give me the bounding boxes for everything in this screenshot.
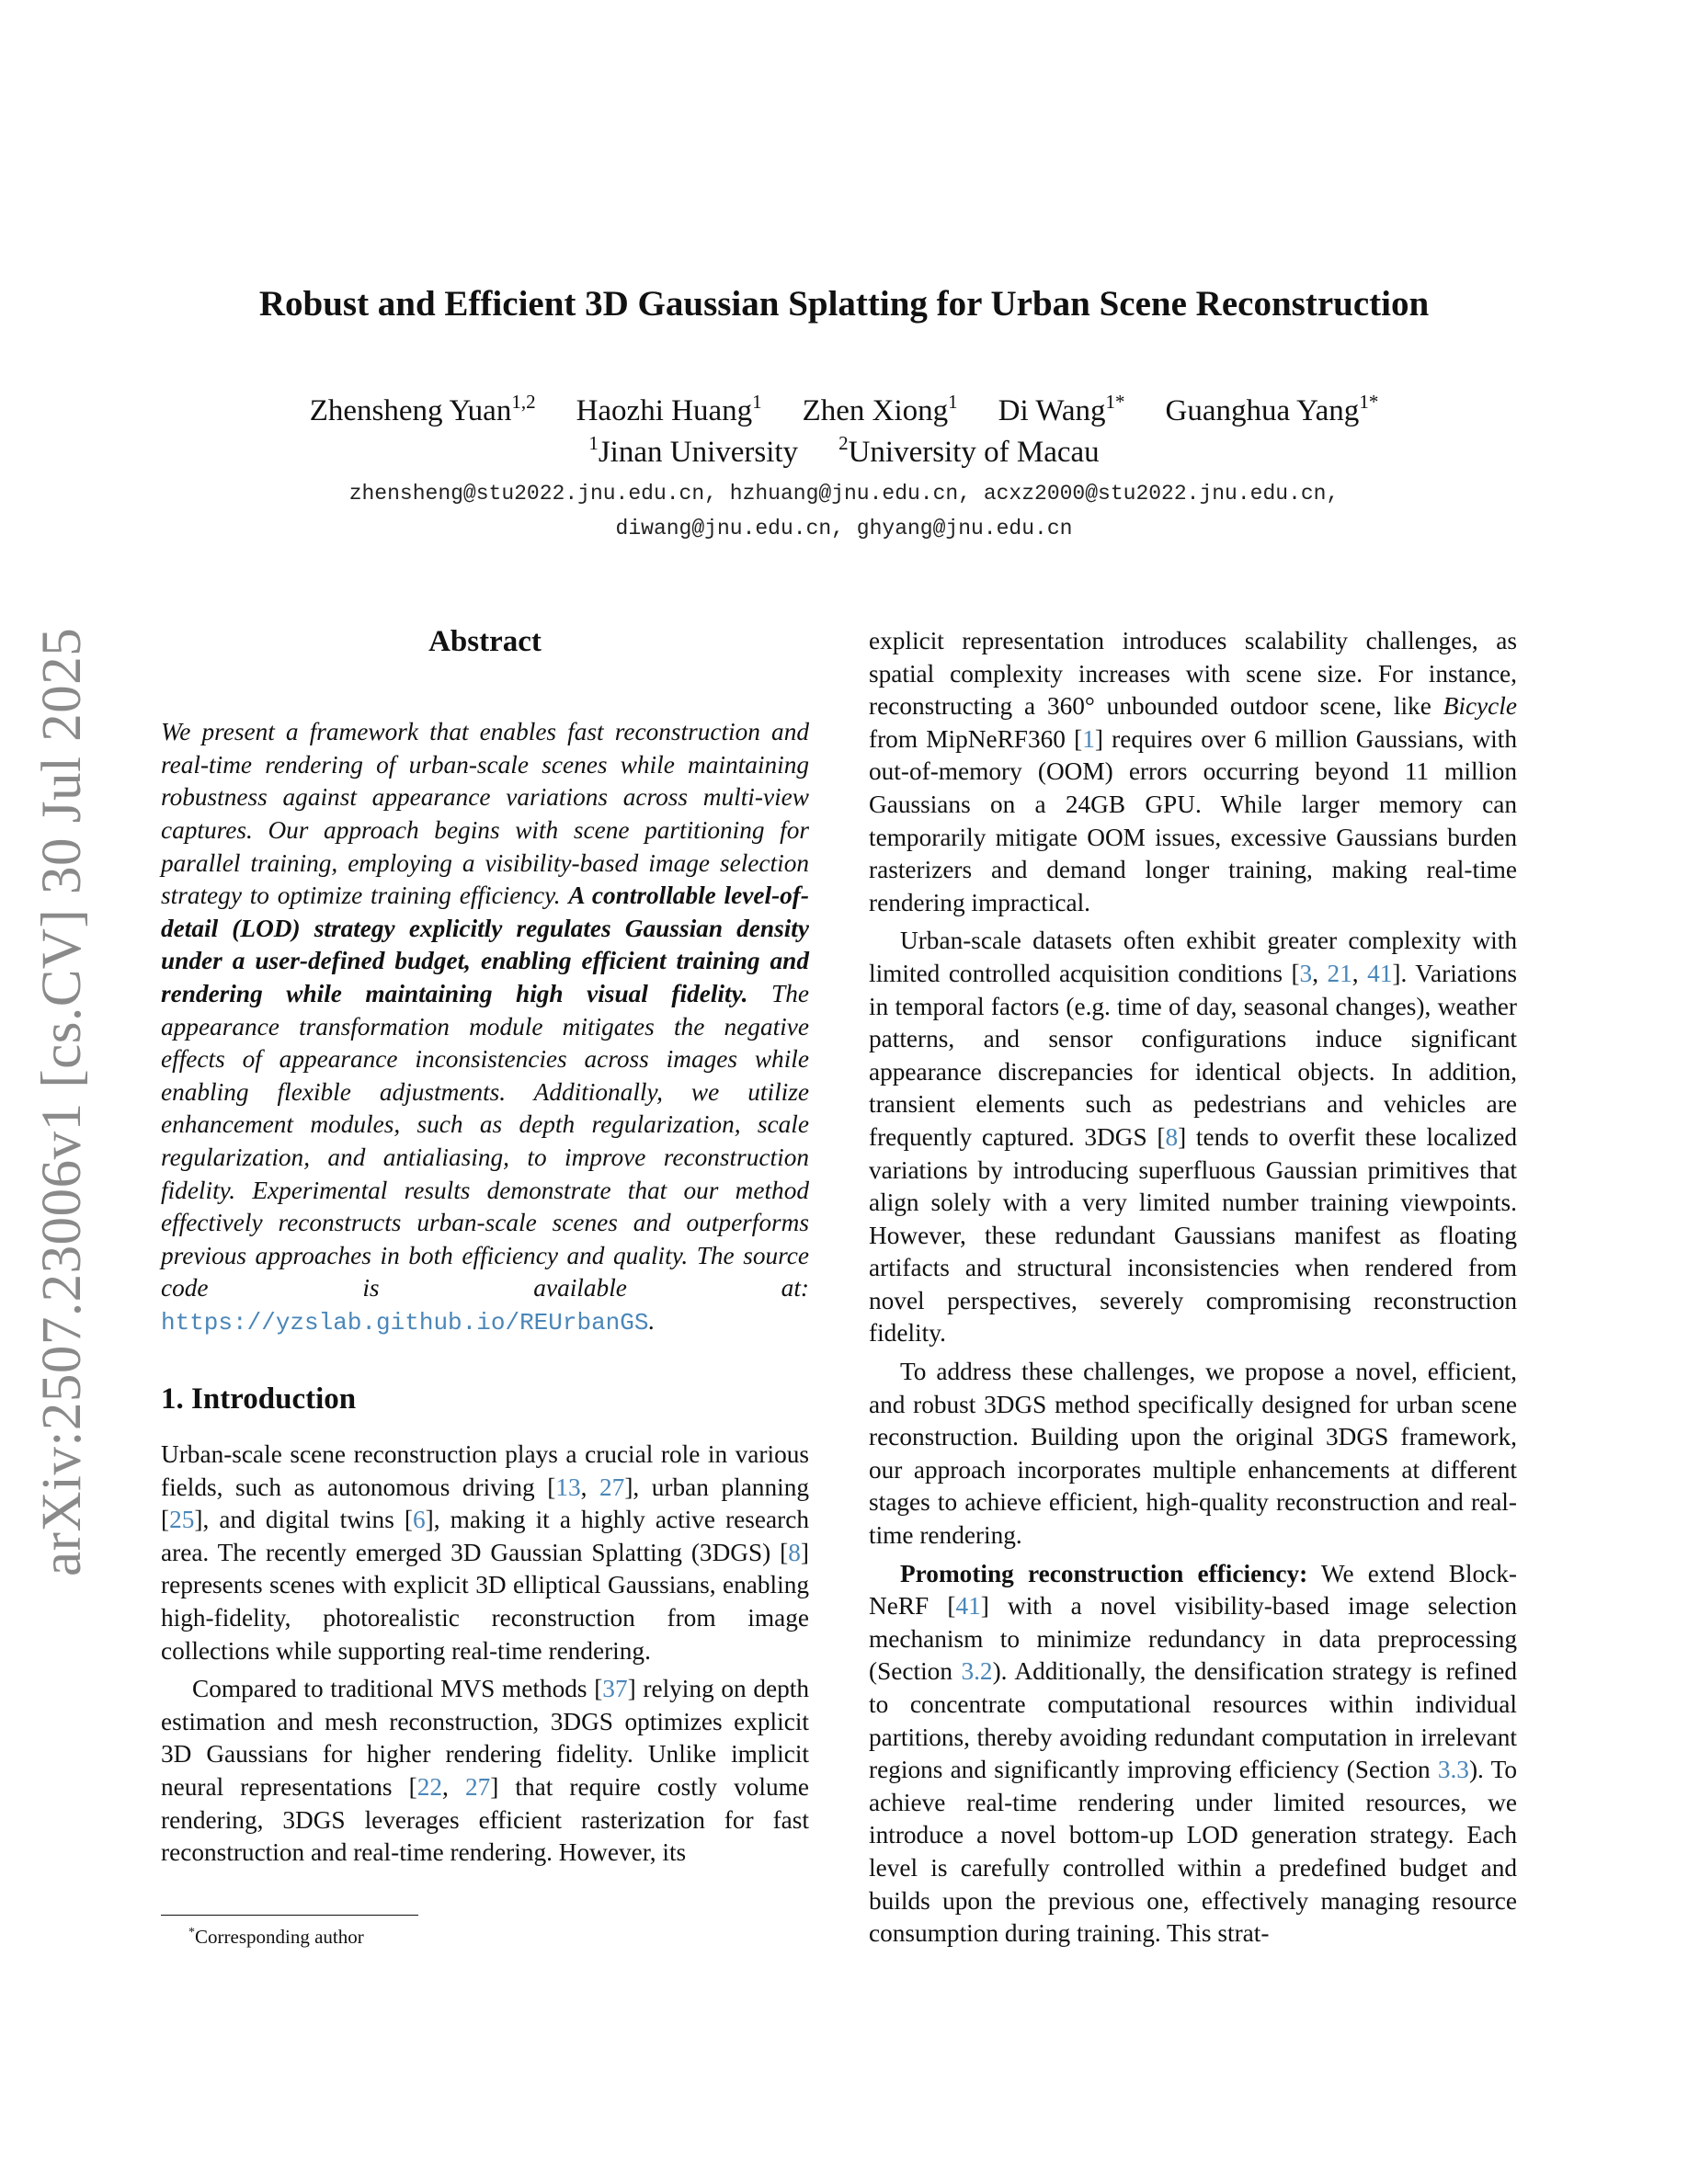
- affiliation-mark: 1: [588, 432, 599, 454]
- citation-link[interactable]: 21: [1327, 959, 1352, 987]
- author-name: Zhen Xiong: [802, 394, 949, 427]
- footnote-mark: *: [188, 1926, 195, 1939]
- text-run: ] represents scenes with explicit 3D elliptical Gaussians, enabling high-fidelity, photorealistic reconstruction from image collections while supporting real-time rendering.: [161, 1538, 809, 1665]
- text-run: Urban-scale scene reconstruction plays a crucial role in various fields, such as autonomous driving [: [161, 1440, 809, 1501]
- text-run: ], and digital twins [: [194, 1506, 413, 1534]
- email-line: zhensheng@stu2022.jnu.edu.cn, hzhuang@jnu.edu.cn, acxz2000@stu2022.jnu.edu.cn,: [348, 482, 1340, 506]
- paragraph: [161, 1439, 809, 1667]
- text-run: ]. Variations in temporal factors (e.g. time of day, seasonal changes), weather patterns, and sensor configurations induce significant appearance discrepancies for identical objects. In addition, transient elements such as pedestrians and vehicles are frequently captured. 3DGS [: [869, 959, 1517, 1151]
- text-run: ] requires over 6 million Gaussians, with out-of-memory (OOM) errors occurring beyond 11 million Gaussians on a 24GB GPU. While larger memory can temporarily mitigate OOM issues, excessive Gaussians burden rasterizers and demand longer training, making real-time rendering impractical.: [869, 724, 1518, 916]
- footnote: [188, 1924, 364, 1950]
- citation-link[interactable]: 41: [1367, 959, 1393, 987]
- text-run: ] that require costly volume rendering, 3DGS leverages efficient rasterization for fast reconstruction and real-time rendering. However, its: [161, 1772, 809, 1867]
- citation-link[interactable]: 8: [788, 1538, 801, 1566]
- text-run: explicit representation introduces scalability challenges, as spatial complexity increases with scene size. For instance, reconstructing a 360° unbounded outdoor scene, like: [869, 627, 1517, 721]
- text-run: ,: [1312, 959, 1328, 987]
- text-run: We extend Block-NeRF [: [869, 1559, 1518, 1621]
- citation-link[interactable]: 41: [955, 1592, 981, 1621]
- author: [1165, 391, 1378, 431]
- introduction-body: [161, 1439, 809, 1870]
- paragraph: [161, 1673, 809, 1870]
- paragraph: [869, 925, 1517, 1350]
- author-affiliation-mark: 1: [948, 391, 958, 413]
- text-run: Urban-scale datasets often exhibit greater complexity with limited controlled acquisition conditions [: [869, 927, 1517, 987]
- citation-link[interactable]: 37: [602, 1675, 628, 1703]
- run-in-heading: Promoting reconstruction efficiency:: [900, 1559, 1308, 1587]
- author-affiliation-mark: 1: [752, 391, 762, 413]
- email-list: [0, 476, 1688, 546]
- citation-link[interactable]: 27: [464, 1772, 491, 1801]
- author-name: Haozhi Huang: [576, 394, 753, 427]
- author: [576, 391, 762, 431]
- abstract-bold-part: A controllable level-of-detail (LOD) strategy explicitly regulates Gaussian density under a user-defined budget, enabling efficient training and rendering while maintaining high visual fidelity.: [161, 882, 809, 1008]
- author: [310, 391, 536, 431]
- section-link[interactable]: 3.2: [961, 1657, 993, 1686]
- citation-link[interactable]: 13: [555, 1473, 581, 1501]
- text-run: ,: [442, 1772, 465, 1801]
- citation-link[interactable]: 6: [413, 1506, 426, 1534]
- text-run: ], urban planning [: [161, 1473, 809, 1534]
- author-name: Guanghua Yang: [1165, 394, 1360, 427]
- text-run: ,: [580, 1473, 600, 1501]
- arxiv-side-stamp: arXiv:2507.23006v1 [cs.CV] 30 Jul 2025: [31, 627, 93, 1576]
- citation-link[interactable]: 22: [416, 1772, 443, 1801]
- abstract-part: We present a framework that enables fast reconstruction and real-time rendering of urban-scale scenes while maintaining robustness against appearance variations across multi-view captures. Our approach begins with scene partitioning for parallel training, employing a visibility-based image selection strategy to optimize training efficiency.: [161, 718, 809, 910]
- text-run: ], making it a highly active research area. The recently emerged 3D Gaussian Splatting (3DGS) [: [161, 1506, 809, 1566]
- abstract-heading: Abstract: [428, 625, 542, 658]
- paragraph: [869, 1558, 1517, 1951]
- affiliation: [838, 432, 1100, 472]
- source-code-link[interactable]: https://yzslab.github.io/REUrbanGS: [161, 1308, 649, 1337]
- text-run: ). Additionally, the densification strategy is refined to concentrate computational resources within individual partitions, thereby avoiding redundant computation in irrelevant regions and significantly improving efficiency (Section: [869, 1657, 1517, 1784]
- citation-link[interactable]: 8: [1165, 1122, 1179, 1151]
- citation-link[interactable]: 3: [1299, 959, 1313, 987]
- abstract-text: [161, 716, 809, 1339]
- citation-link[interactable]: 1: [1082, 724, 1095, 753]
- dataset-name: Bicycle: [1443, 692, 1517, 721]
- affiliation: [588, 432, 798, 472]
- affiliation-name: University of Macau: [848, 436, 1100, 469]
- author-list: [0, 391, 1688, 431]
- text-run: ] with a novel visibility-based image selection mechanism to minimize redundancy in data preprocessing (Section: [869, 1592, 1517, 1686]
- text-run: ] relying on depth estimation and mesh reconstruction, 3DGS optimizes explicit 3D Gaussians for higher rendering fidelity. Unlike implicit neural representations [: [161, 1675, 809, 1801]
- abstract-part: The appearance transformation module mitigates the negative effects of appearance inconsistencies across images while enabling flexible adjustments. Additionally, we utilize enhancement modules, such as depth regularization, scale regularization, and antialiasing, to improve reconstruction fidelity. Experimental results demonstrate that our method effectively reconstructs urban-scale scenes and outperforms previous approaches in both efficiency and quality. The source code is available at:: [161, 980, 809, 1302]
- text-run: ,: [1352, 959, 1368, 987]
- text-run: ] tends to overfit these localized variations by introducing superfluous Gaussian primitives that align solely with a very limited number training viewpoints. However, these redundant Gaussians manifest as floating artifacts and structural inconsistencies when rendered from novel perspectives, severely compromising reconstruction fidelity.: [869, 1122, 1517, 1348]
- author-name: Di Wang: [998, 394, 1106, 427]
- paper-title: Robust and Efficient 3D Gaussian Splatting for Urban Scene Reconstruction: [258, 284, 1430, 324]
- section-heading-introduction: 1. Introduction: [161, 1382, 357, 1416]
- affiliation-mark: 2: [838, 432, 849, 454]
- email-line: diwang@jnu.edu.cn, ghyang@jnu.edu.cn: [615, 517, 1073, 540]
- author-affiliation-mark: 1,2: [511, 391, 536, 413]
- right-column-body: [869, 625, 1517, 1951]
- citation-link[interactable]: 27: [599, 1473, 625, 1501]
- author-name: Zhensheng Yuan: [309, 394, 512, 427]
- author-affiliation-mark: 1*: [1105, 391, 1125, 413]
- author-affiliation-mark: 1*: [1359, 391, 1379, 413]
- citation-link[interactable]: 25: [169, 1506, 195, 1534]
- section-link[interactable]: 3.3: [1437, 1756, 1469, 1784]
- paragraph: [869, 625, 1517, 919]
- paragraph: To address these challenges, we propose a novel, efficient, and robust 3DGS method specifically designed for urban scene reconstruction. Building upon the original 3DGS framework, our approach incorporates multiple enhancements at different stages to achieve efficient, high-quality reconstruction and real-time rendering.: [869, 1358, 1517, 1550]
- author: [803, 391, 958, 431]
- footnote-rule: [161, 1915, 418, 1916]
- affiliation-name: Jinan University: [598, 436, 799, 469]
- text-run: from MipNeRF360 [: [869, 724, 1083, 753]
- abstract-part: .: [648, 1306, 656, 1335]
- affiliation-list: [0, 432, 1688, 472]
- author: [998, 391, 1125, 431]
- text-run: Compared to traditional MVS methods [: [192, 1675, 603, 1703]
- text-run: ). To achieve real-time rendering under limited resources, we introduce a novel bottom-up LOD generation strategy. Each level is carefully controlled within a predefined budget and builds upon the previous one, effectively managing resource consumption during training. This strat-: [869, 1756, 1517, 1948]
- footnote-text: Corresponding author: [195, 1926, 364, 1948]
